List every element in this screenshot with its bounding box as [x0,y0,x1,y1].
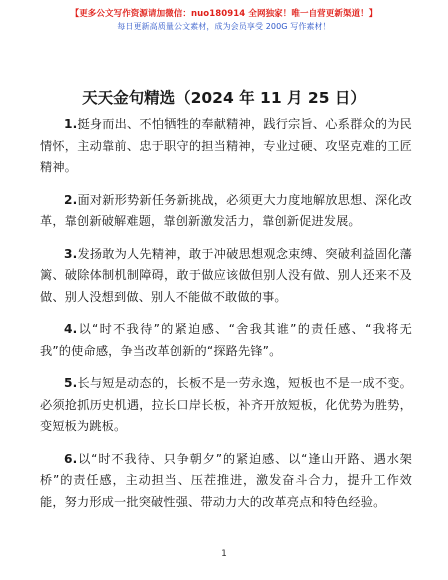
paragraph-number: 3. [64,246,78,261]
paragraph-number: 1. [64,117,78,131]
paragraph-text: 发扬敢为人先精神，敢于冲破思想观念束缚、突破利益固化藩篱、破除体制机制障碍，敢于做应该做但别人没有做、别人还来不及做、别人没想到做、别人不能做不敢做的事。 [40,246,412,304]
paragraph-3 [40,244,412,309]
paragraph-text: 以“时不我待、只争朝夕”的紧迫感、以“逢山开路、遇水架桥”的责任感，主动担当、压茬推进，激发奋斗合力，提升工作效能，努力形成一批突破性强、带动力大的改革亮点和特色经验。 [40,451,412,509]
paragraph-text: 挺身而出、不怕牺牲的奉献精神，践行宗旨、心系群众的为民情怀，主动靠前、忠于职守的担当精神，专业过硬、攻坚克难的工匠精神。 [40,117,412,174]
paragraph-6 [40,449,412,514]
paragraph-number: 4. [64,322,78,336]
page-number: 1 [221,549,227,559]
promo-banner-line-2: 每日更新高质量公文素材，成为会员享受 200G 写作素材！ [117,22,331,31]
document-body [40,114,412,524]
paragraph-number: 2. [64,192,78,207]
paragraph-number: 5. [64,376,78,390]
paragraph-2 [40,190,412,233]
paragraph-text: 以“时不我待”的紧迫感、“舍我其谁”的责任感、“我将无我”的使命感，争当改革创新的“探路先锋”。 [40,322,412,358]
paragraph-text: 面对新形势新任务新挑战，必须更大力度地解放思想、深化改革，靠创新破解难题，靠创新激发活力，靠创新促进发展。 [40,192,412,228]
paragraph-number: 6. [64,451,78,466]
document-title: 天天金句精选（2024 年 11 月 25 日） [82,89,366,107]
paragraph-4 [40,319,412,362]
promo-banner-line-1: 【更多公文写作资源请加微信：nuo180914 全网独家！唯一自营更新渠道！】 [70,9,378,19]
paragraph-5 [40,373,412,438]
paragraph-text: 长与短是动态的，长板不是一劳永逸，短板也不是一成不变。必须抢抓历史机遇，拉长口岸长板，补齐开放短板，化优势为胜势，变短板为跳板。 [40,376,412,433]
paragraph-1 [40,114,412,179]
